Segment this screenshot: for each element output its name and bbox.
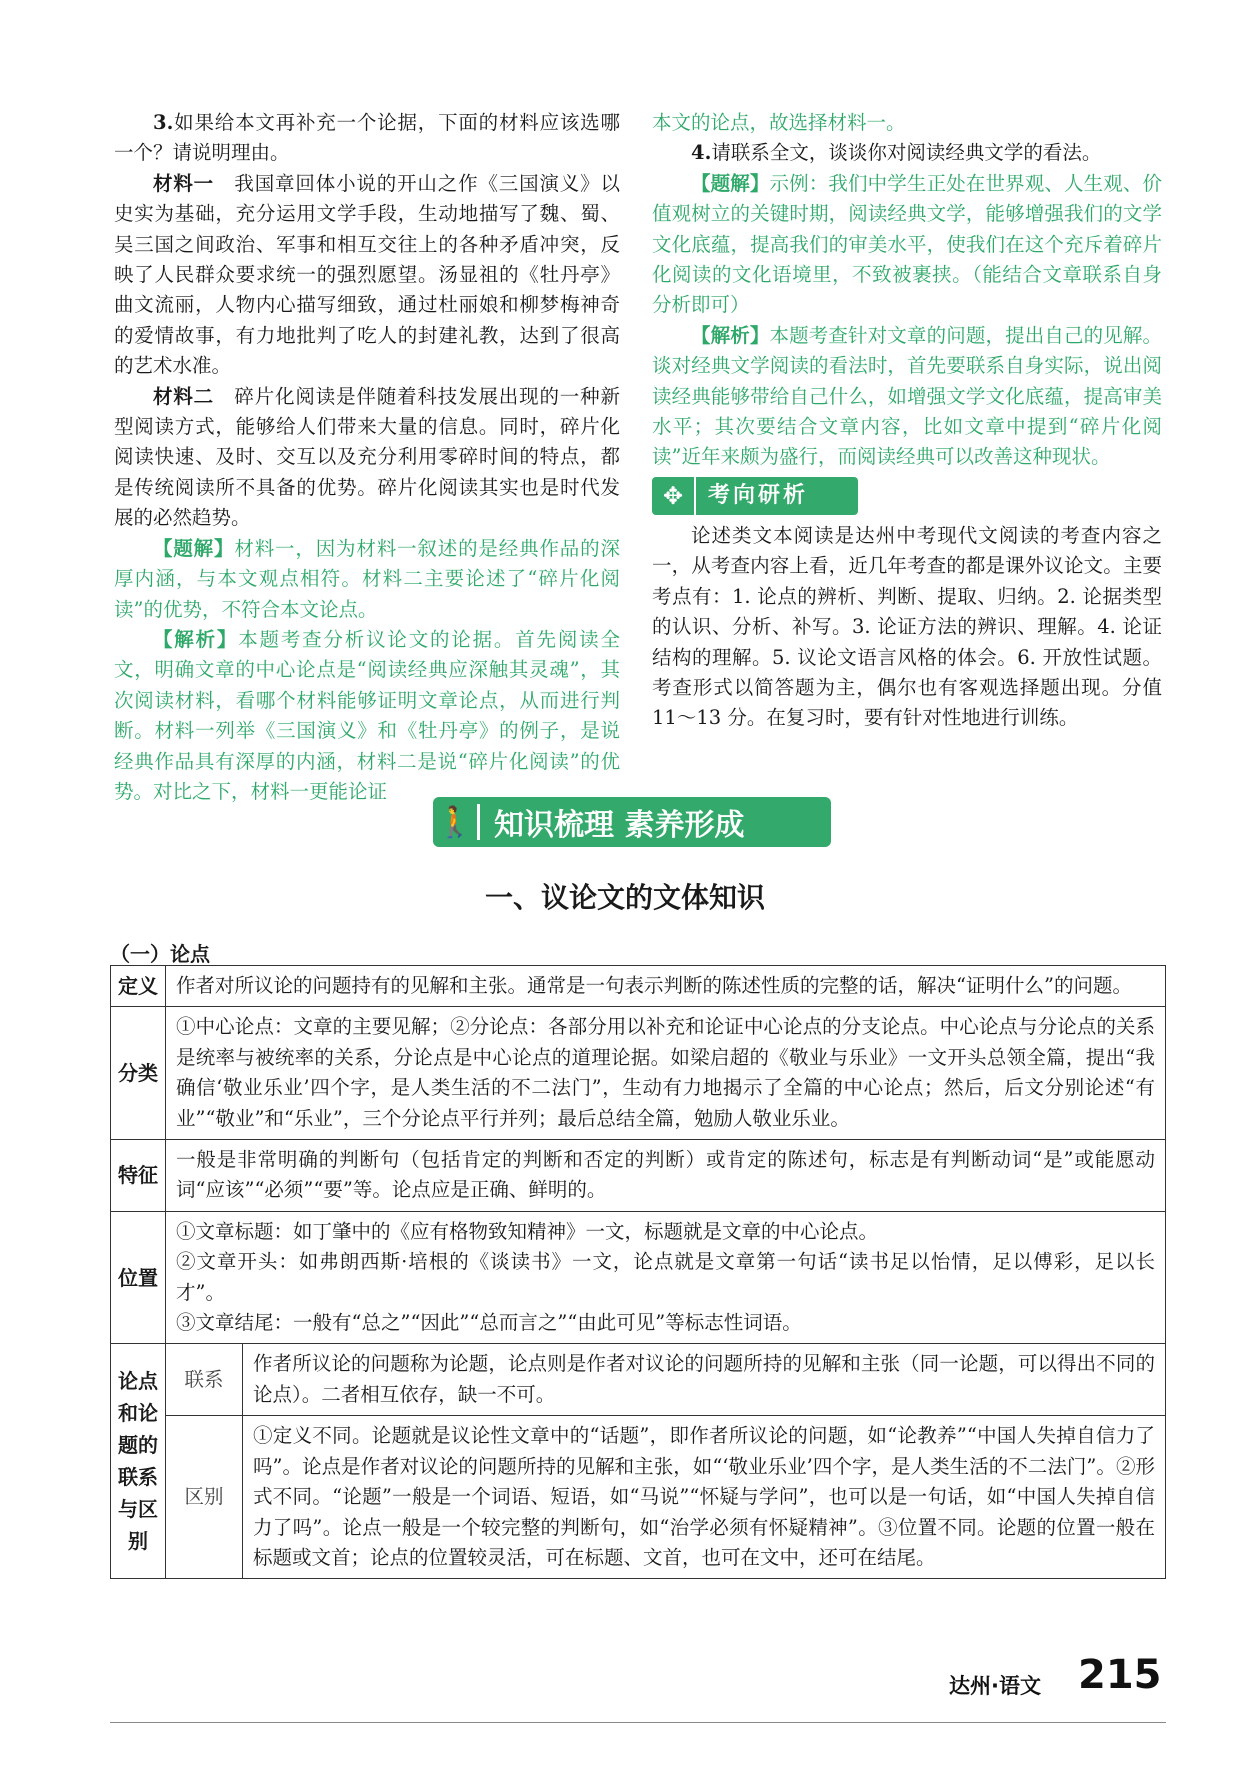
answer-tijie [114, 534, 620, 625]
exam-analysis: 论述类文本阅读是达州中考现代文阅读的考查内容之一，从考查内容上看，近几年考查的都是课外议论文。主要考点有：1. 论点的辨析、判断、提取、归纳。2. 论据类型的认识、分析、补写。3. 论证方法的辨识、理解。4. 论证结构的理解。5. 议论文语言风格的体会。6. 开放性试题。考查形式以简答题为主，偶尔也有客观选择题出现。分值 11～13 分。在复习时，要有针对性地进行训练。 [652, 523, 1162, 730]
question-3 [114, 108, 620, 169]
jiexi-text: 本题考查针对文章的问题，提出自己的见解。谈对经典文学阅读的看法时，首先要联系自身实际，说出阅读经典能够带给自己什么，如增强文学文化底蕴，提高审美水平；其次要结合文章内容，比如文章中提到“碎片化阅读”近年来颇为盛行，而阅读经典可以改善这种现状。 [652, 323, 1162, 469]
right-column [652, 108, 1162, 734]
row-header: 论点和论题的联系与区别 [111, 1344, 166, 1579]
row-content: 作者对所议论的问题持有的见解和主张。通常是一句表示判断的陈述性质的完整的话，解决“证明什么”的问题。 [166, 966, 1166, 1007]
row-header: 特征 [111, 1140, 166, 1212]
position-item: ①文章标题：如丁肇中的《应有格物致知精神》一文，标题就是文章的中心论点。 [176, 1219, 879, 1243]
position-item: ③文章结尾：一般有“总之”“因此”“总而言之”“由此可见”等标志性词语。 [176, 1311, 802, 1335]
material-1 [114, 169, 620, 382]
banner-label: 考向研析 [708, 482, 809, 508]
footer-label: 达州·语文 [949, 1674, 1041, 1698]
jiexi-text: 本题考查分析议论文的论据。首先阅读全文，明确文章的中心论点是“阅读经典应深触其灵魂”，其次阅读材料，看哪个材料能够证明文章论点，从而进行判断。材料一列举《三国演义》和《牡丹亭》的例子，是说经典作品具有深厚的内涵，材料二是说“碎片化阅读”的优势。对比之下，材料一更能论证 [114, 627, 620, 803]
subsection-label: （一）论点 [110, 942, 210, 966]
table-row [111, 966, 1166, 1007]
sub-header: 联系 [166, 1344, 243, 1416]
row-content: ①定义不同。论题就是议论性文章中的“话题”，即作者所议论的问题，如“论教养”“中国人失掉自信力了吗”。论点是作者对议论的问题所持的见解和主张，如“‘敬业乐业’四个字，是人类生活的不二法门”。②形式不同。“论题”一般是一个词语、短语，如“马说”“怀疑与学问”，也可以是一句话，如“中国人失掉自信力了吗”。论点一般是一个较完整的判断句，如“治学必须有怀疑精神”。③位置不同。论题的位置一般在标题或文首；论点的位置较灵活，可在标题、文首，也可在文中，还可在结尾。 [243, 1416, 1166, 1579]
row-content: ①中心论点：文章的主要见解；②分论点：各部分用以补充和论证中心论点的分支论点。中心论点与分论点的关系是统率与被统率的关系，分论点是中心论点的道理论据。如梁启超的《敬业与乐业》一文开头总领全篇，提出“我确信‘敬业乐业’四个字，是人类生活的不二法门”，生动有力地揭示了全篇的中心论点；然后，后文分别论述“有业”“敬业”和“乐业”，三个分论点平行并列；最后总结全篇，勉励人敬业乐业。 [166, 1007, 1166, 1140]
table-row [111, 1007, 1166, 1140]
jiexi-label: 【解析】 [691, 323, 770, 347]
material-text: 我国章回体小说的开山之作《三国演义》以史实为基础，充分运用文学手段，生动地描写了魏、蜀、吴三国之间政治、军事和相互交往上的各种矛盾冲突，反映了人民群众要求统一的强烈愿望。汤显祖的《牡丹亭》曲文流丽，人物内心描写细致，通过杜丽娘和柳梦梅神奇的爱情故事，有力地批判了吃人的封建礼教，达到了很高的艺术水准。 [114, 171, 620, 378]
sub-header: 区别 [166, 1416, 243, 1579]
question-text: 如果给本文再补充一个论据，下面的材料应该选哪一个？请说明理由。 [114, 111, 620, 165]
question-text: 请联系全文，谈谈你对阅读经典文学的看法。 [711, 141, 1102, 165]
row-header: 定义 [111, 966, 166, 1007]
row-content [166, 1211, 1166, 1344]
kaoxiang-banner [652, 477, 858, 515]
answer-jiexi [652, 321, 1162, 473]
material-text: 碎片化阅读是伴随着科技发展出现的一种新型阅读方式，能够给人们带来大量的信息。同时，碎片化阅读快速、及时、交互以及充分利用零碎时间的特点，都是传统阅读所不具备的优势。碎片化阅读其实也是时代发展的必然趋势。 [114, 384, 620, 530]
page-number: 215 [1078, 1652, 1162, 1698]
answer-tijie [652, 169, 1162, 321]
table-row [111, 1416, 1166, 1579]
tijie-label: 【题解】 [153, 536, 235, 560]
footer-rule [110, 1722, 1166, 1723]
jiexi-label: 【解析】 [153, 627, 239, 651]
arrows-icon: ✥ [652, 477, 696, 515]
question-4 [652, 138, 1162, 168]
section-banner-label: 知识梳理 素养形成 [494, 808, 745, 843]
continued-answer: 本文的论点，故选择材料一。 [652, 111, 906, 134]
material-2 [114, 382, 620, 534]
tijie-label: 【题解】 [691, 171, 770, 195]
walker-icon: 🚶 [436, 804, 474, 840]
section-heading: 一、议论文的文体知识 [484, 881, 765, 914]
material-label: 材料一 [153, 171, 215, 195]
table-row [111, 1344, 1166, 1416]
table-row [111, 1211, 1166, 1344]
question-number: 4. [691, 141, 712, 165]
material-label: 材料二 [153, 384, 215, 408]
row-header: 位置 [111, 1211, 166, 1344]
row-header: 分类 [111, 1007, 166, 1140]
section-banner [433, 797, 831, 847]
table-row [111, 1140, 1166, 1212]
tijie-text: 材料一，因为材料一叙述的是经典作品的深厚内涵，与本文观点相符。材料二主要论述了“碎片化阅读”的优势，不符合本文论点。 [114, 536, 620, 621]
left-column [114, 108, 620, 807]
row-content: 作者所议论的问题称为论题，论点则是作者对议论的问题所持的见解和主张（同一论题，可以得出不同的论点）。二者相互依存，缺一不可。 [243, 1344, 1166, 1416]
answer-jiexi [114, 625, 620, 807]
question-number: 3. [153, 111, 174, 134]
tijie-text: 示例：我们中学生正处在世界观、人生观、价值观树立的关键时期，阅读经典文学，能够增强我们的文学文化底蕴，提高我们的审美水平，使我们在这个充斥着碎片化阅读的文化语境里，不致被裹挟。（能结合文章联系自身分析即可） [652, 171, 1162, 317]
position-item: ②文章开头：如弗朗西斯·培根的《谈读书》一文，论点就是文章第一句话“读书足以怡情，足以傅彩，足以长才”。 [176, 1250, 1155, 1304]
banner-divider [477, 804, 480, 840]
lundian-table [110, 965, 1166, 1579]
row-content: 一般是非常明确的判断句（包括肯定的判断和否定的判断）或肯定的陈述句，标志是有判断动词“是”或能愿动词“应该”“必须”“要”等。论点应是正确、鲜明的。 [166, 1140, 1166, 1212]
